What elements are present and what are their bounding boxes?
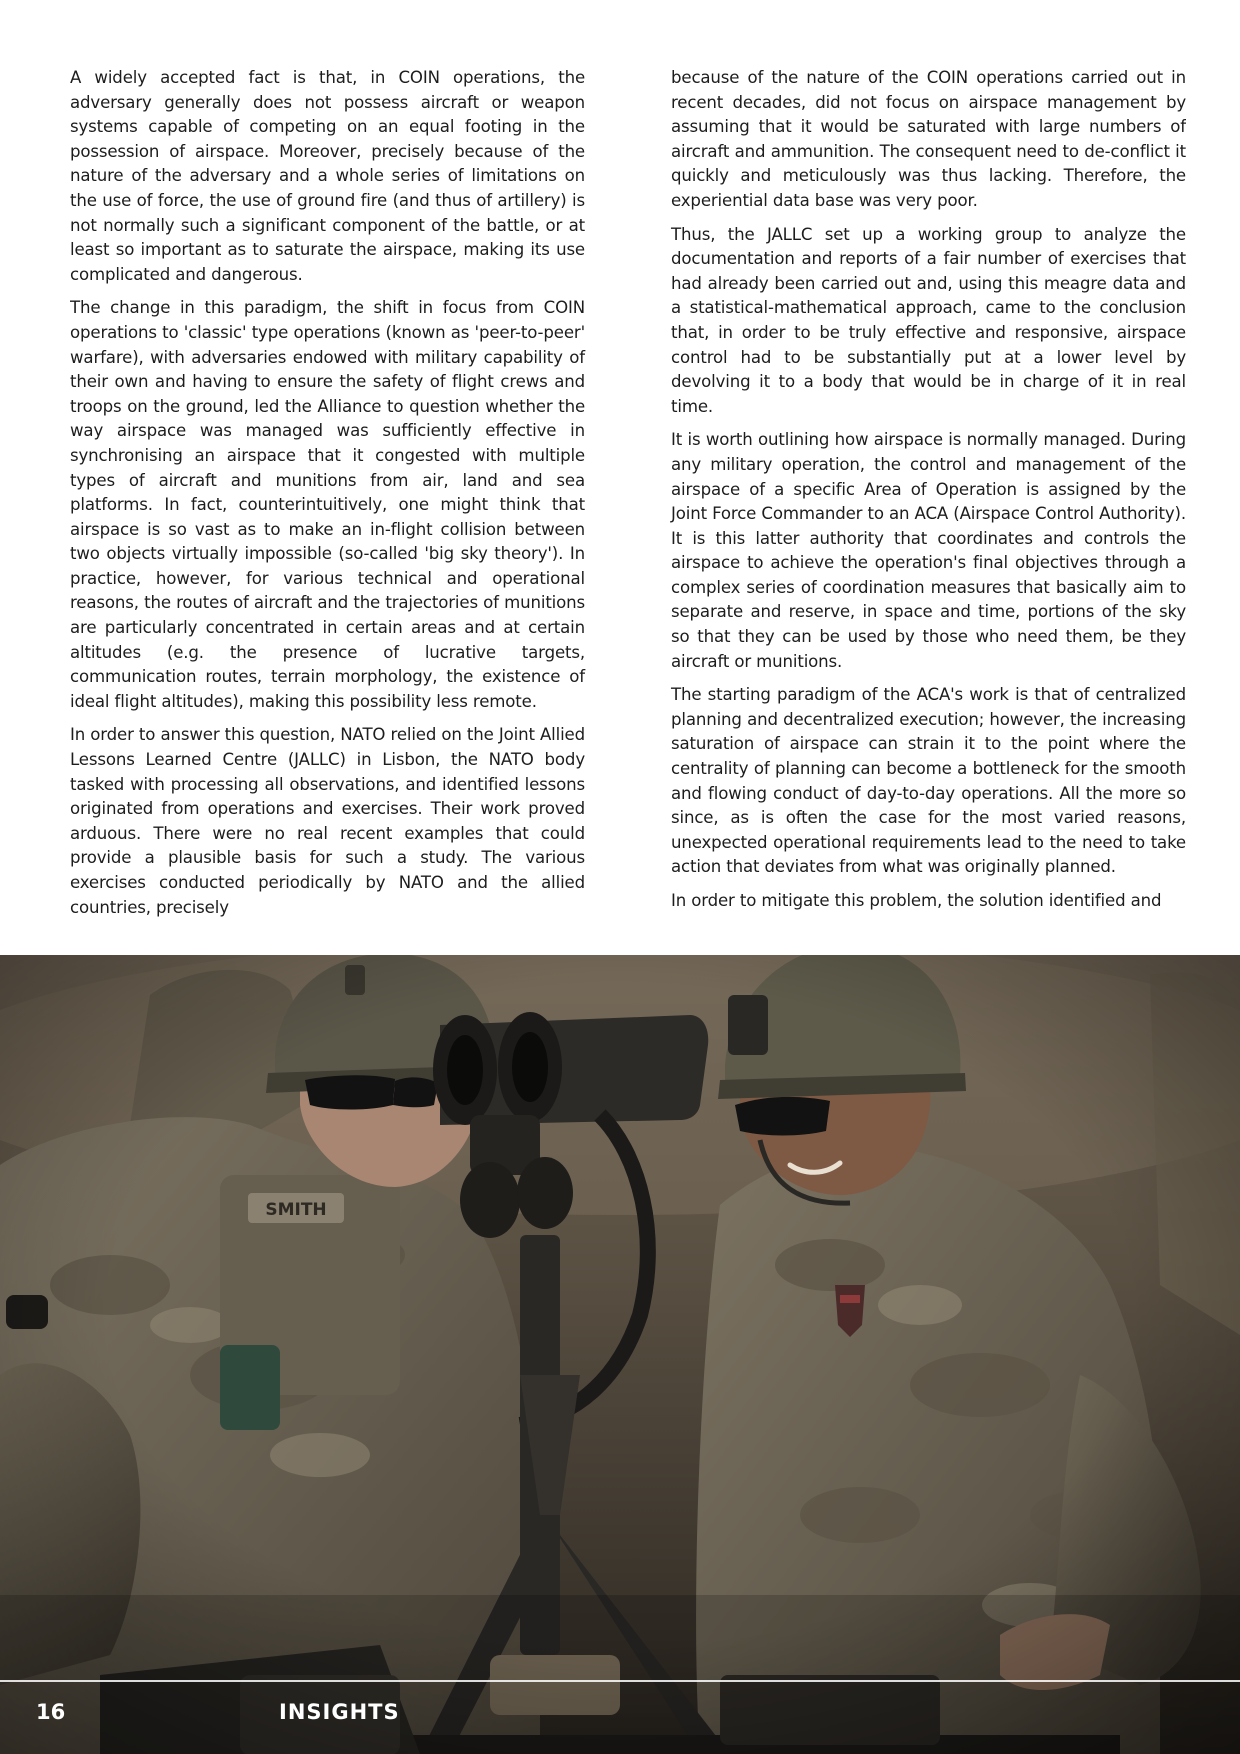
article-photo <box>0 955 1240 1754</box>
soldiers-with-binoculars-illustration <box>0 955 1240 1754</box>
right-column <box>671 66 1186 932</box>
paragraph: because of the nature of the COIN operations carried out in recent decades, did not focus on airspace management by assuming that it would be saturated with large numbers of aircraft and ammunition. The consequent need to de-conflict it quickly and meticulously was thus lacking. Therefore, the experiential data base was very poor. <box>671 68 1186 210</box>
left-column <box>70 66 585 932</box>
paragraph: In order to answer this question, NATO relied on the Joint Allied Lessons Learned Centre (JALLC) in Lisbon, the NATO body tasked with processing all observations, and identified lessons originated from operations and exercises. Their work proved arduous. There were no real recent examples that could provide a plausible basis for such a study. The various exercises conducted periodically by NATO and the allied countries, precisely <box>70 725 585 917</box>
section-label: INSIGHTS <box>279 1700 400 1724</box>
paragraph: The starting paradigm of the ACA's work is that of centralized planning and decentralized execution; however, the increasing saturation of airspace can strain it to the point where the centrality of planning can become a bottleneck for the smooth and flowing conduct of day-to-day operations. All the more so since, as is often the case for the most varied reasons, unexpected operational requirements lead to the need to take action that deviates from what was originally planned. <box>671 685 1186 877</box>
paragraph: The change in this paradigm, the shift in focus from COIN operations to 'classic' type operations (known as 'peer-to-peer' warfare), with adversaries endowed with military capability of their own and having to ensure the safety of flight crews and troops on the ground, led the Alliance to question whether the way airspace was managed was sufficiently effective in synchronising an airspace that it congested with multiple types of aircraft and munitions from air, land and sea platforms. In fact, counterintuitively, one might think that airspace is so vast as to make an in-flight collision between two objects virtually impossible (so-called 'big sky theory'). In practice, however, for various technical and operational reasons, the routes of aircraft and the trajectories of munitions are particularly concentrated in certain areas and at certain altitudes (e.g. the presence of lucrative targets, communication routes, terrain morphology, the existence of ideal flight altitudes), making this possibility less remote. <box>70 298 585 711</box>
paragraph: A widely accepted fact is that, in COIN operations, the adversary generally does not possess aircraft or weapon systems capable of competing on an equal footing in the possession of airspace. Moreover, precisely because of the nature of the adversary and a whole series of limitations on the use of force, the use of ground fire (and thus of artillery) is not normally such a significant component of the battle, or at least so important as to saturate the airspace, making its use complicated and dangerous. <box>70 68 585 284</box>
paragraph: Thus, the JALLC set up a working group to analyze the documentation and reports of a fair number of exercises that had already been carried out and, using this meagre data and a statistical-mathematical approach, came to the conclusion that, in order to be truly effective and responsive, airspace control had to be substantially put at a lower level by devolving it to a body that would be in charge of it in real time. <box>671 224 1186 416</box>
paragraph: In order to mitigate this problem, the solution identified and <box>671 891 1162 910</box>
footer-divider <box>0 1680 1240 1682</box>
article-body <box>70 66 1186 932</box>
paragraph: It is worth outlining how airspace is normally managed. During any military operation, the control and management of the airspace of a specific Area of Operation is assigned by the Joint Force Commander to an ACA (Airspace Control Authority). It is this latter authority that coordinates and controls the airspace to achieve the operation's final objectives through a complex series of coordination measures that basically aim to separate and reserve, in space and time, portions of the sky so that they can be used by those who need them, be they aircraft or munitions. <box>671 430 1186 671</box>
page-number: 16 <box>36 1700 66 1724</box>
